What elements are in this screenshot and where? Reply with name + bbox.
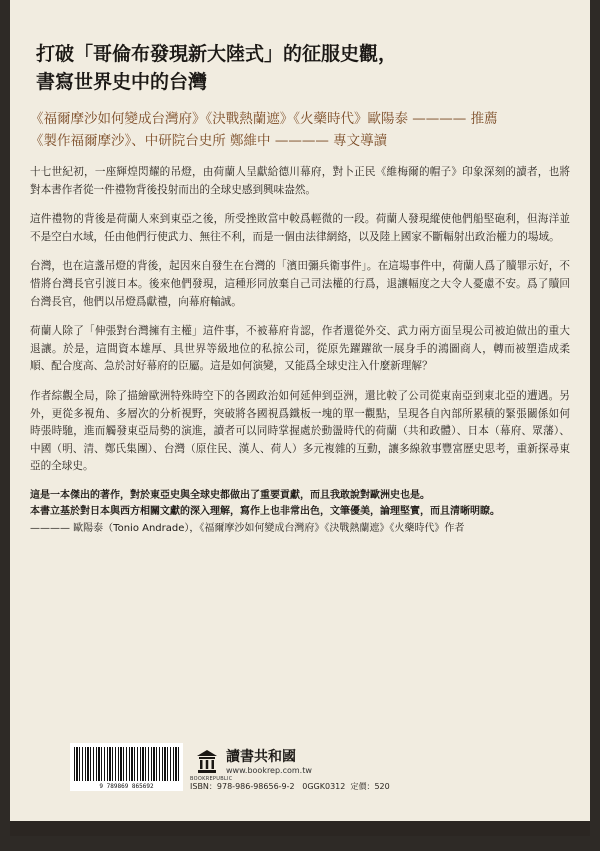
bottom-band <box>10 821 590 836</box>
endorsement-line-1: 這是一本傑出的著作，對於東亞史與全球史都做出了重要貢獻，而且我敢說對歐洲史也是。 <box>30 489 430 501</box>
blurb-paragraph-2: 這件禮物的背後是荷蘭人來到東亞之後，所受挫敗當中較爲輕微的一段。荷蘭人發現縱使他們船堅砲利，但海洋並不是空白水域，任由他們行使武力、無往不利，而是一個由法律網絡，以及陸上國家不斷輻射出政治權力的場域。 <box>30 213 570 243</box>
blurb-paragraph-4: 荷蘭人除了「伸張對台灣擁有主權」這件事，不被幕府肯認，作者還從外交、武力兩方面呈現公司被迫做出的重大退讓。於是，這間資本雄厚、具世界等級地位的私掠公司，從原先躍躍欲一展身手的鴻圖商人，轉而被塑造成柔順、配合度高、急於討好幕府的臣屬。這是如何演變，又能爲全球史注入什麼新理解？ <box>30 325 570 373</box>
headline-line-1: 打破「哥倫布發現新大陸式」的征服史觀， <box>36 43 398 65</box>
endorsement <box>30 488 570 538</box>
headline <box>36 40 570 96</box>
cover-content <box>30 0 570 537</box>
book-code: 0GGK0312 <box>302 782 346 791</box>
book-back-cover <box>10 0 590 836</box>
isbn: ISBN：978-986-98656-9-2 <box>190 782 295 791</box>
publisher-url: www.bookrep.com.tw <box>226 766 312 775</box>
barcode-digits: 9 789869 865692 <box>99 783 154 790</box>
recommendation-line-2: 《製作福爾摩沙》、中研院台史所 鄭維中 ———— 專文導讀 <box>30 133 388 149</box>
blurb-paragraph-5: 作者綜觀全局，除了描繪歐洲特殊時空下的各國政治如何延伸到亞洲，還比較了公司從東南亞到東北亞的遭遇。另外，更從多視角、多層次的分析視野，突破將各國視爲鐵板一塊的單一觀點，呈現各自內部所累積的緊張關係如何時張時馳，進而觸發東亞局勢的演進，讀者可以同時掌握處於動盪時代的荷蘭（共和政體）、日本（幕府、眾藩）、中國（明、清、鄭氏集團）、台灣（原住民、漢人、荷人）多元複雜的互動，讓多線敘事豐富歷史思考，重新探尋東亞的全球史。 <box>30 389 570 473</box>
blurb-paragraph-1: 十七世紀初，一座輝煌閃耀的吊燈，由荷蘭人呈獻給德川幕府，對卜正民《維梅爾的帽子》印象深刻的讀者，也將對本書作者從一件禮物背後投射而出的全球史感到興味盎然。 <box>30 166 570 196</box>
endorsement-signature: ———— 歐陽泰（Tonio Andrade），《福爾摩沙如何變成台灣府》《決戰熱蘭遮》《火藥時代》作者 <box>30 522 465 534</box>
isbn-line <box>190 781 390 792</box>
publisher-logo-icon <box>196 749 218 775</box>
headline-line-2: 書寫世界史中的台灣 <box>36 71 208 93</box>
price: 定價：520 <box>350 782 390 791</box>
publisher-logo-text: BOOKREPUBLIC <box>190 776 233 782</box>
endorsement-line-2: 本書立基於對日本與西方相關文獻的深入理解，寫作上也非常出色，文筆優美，論理堅實，而且清晰明瞭。 <box>30 506 500 518</box>
blurb-paragraph-3: 台灣，也在這盞吊燈的背後，起因來自發生在台灣的「濱田彌兵衛事件」。在這場事件中，荷蘭人爲了贖罪示好，不惜將台灣長官引渡日本。後來他們發現，這種形同放棄自己司法權的行爲，退讓幅度之大令人憂慮不安。爲了贖回台灣長官，他們以吊燈爲獻禮，向幕府輸誠。 <box>30 260 570 308</box>
publisher-name: 讀書共和國 <box>226 749 296 765</box>
barcode-bars <box>74 747 179 781</box>
recommendations <box>30 108 570 152</box>
blurb-body <box>30 164 570 476</box>
recommendation-line-1: 《福爾摩沙如何變成台灣府》《決戰熱蘭遮》《火藥時代》歐陽泰 ———— 推薦 <box>30 111 498 127</box>
isbn-barcode <box>70 743 183 791</box>
